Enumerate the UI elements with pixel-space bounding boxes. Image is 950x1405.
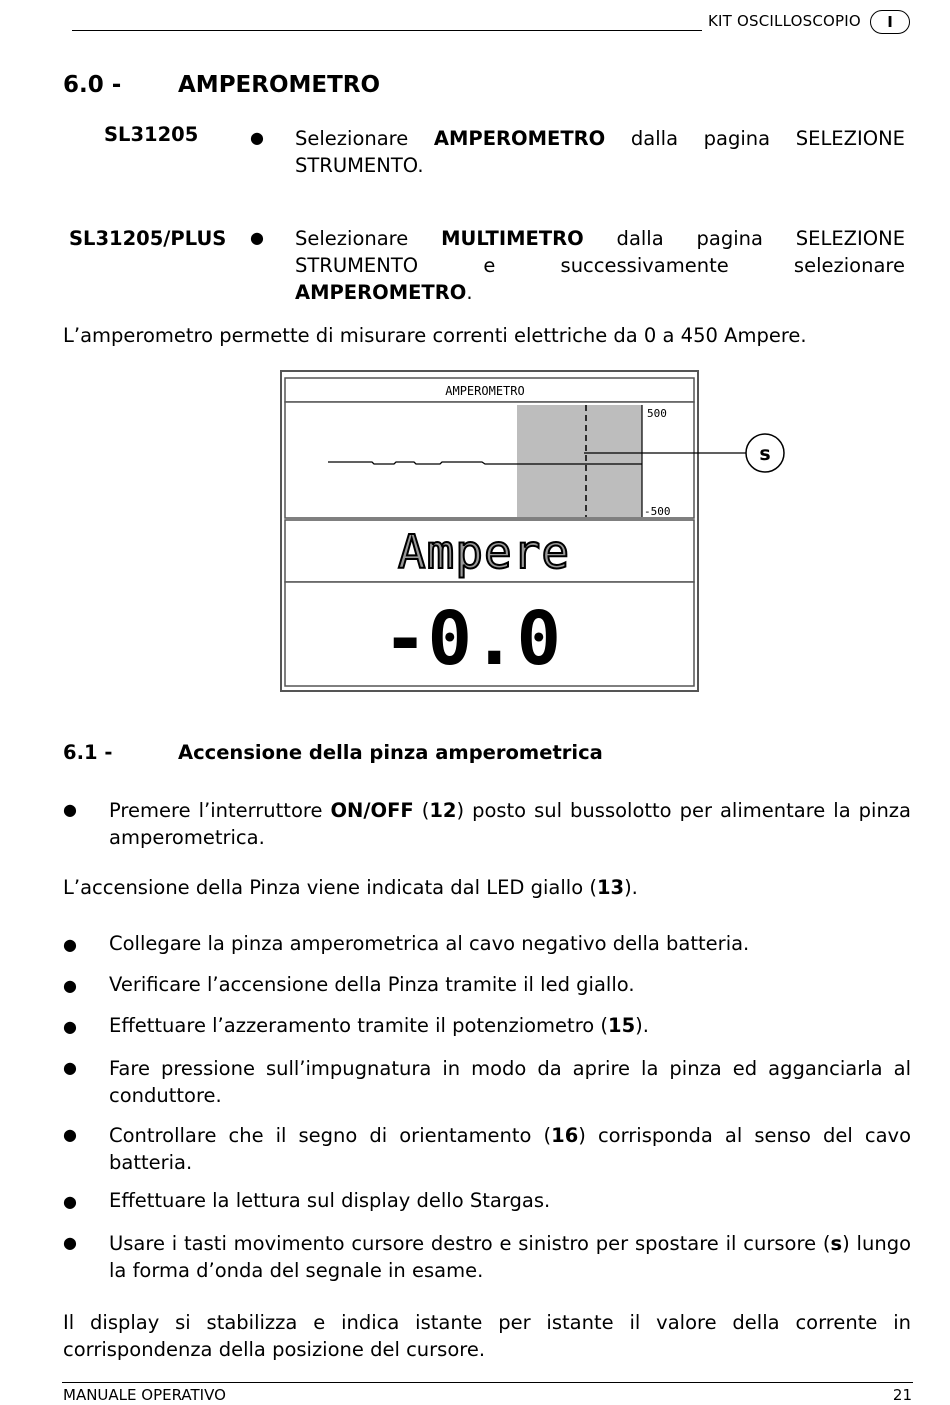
model-label-sl31205-plus: SL31205/PLUS xyxy=(69,227,227,250)
model-label-sl31205: SL31205 xyxy=(104,123,199,146)
bullet-icon: ● xyxy=(63,935,77,954)
scale-bottom-label: -500 xyxy=(644,505,671,518)
section-title: AMPEROMETRO xyxy=(178,72,381,98)
bullet-icon: ● xyxy=(63,1233,77,1252)
intro-paragraph: L’amperometro permette di misurare correnti elettriche da 0 a 450 Ampere. xyxy=(63,324,807,347)
closing-paragraph: Il display si stabilizza e indica istante per istante il valore della corrente in corrispondenza della posizione del cursore. xyxy=(63,1311,911,1361)
step-orientation: Controllare che il segno di orientamento (16) corrisponda al senso del cavo batteria. xyxy=(109,1124,912,1174)
step-connect: Collegare la pinza amperometrica al cavo negativo della batteria. xyxy=(109,932,750,955)
bullet-icon: ● xyxy=(250,228,264,247)
subsection-number: 6.1 - xyxy=(63,741,113,764)
current-reading: -0.0 xyxy=(382,596,562,682)
instruction-sl31205-plus: Selezionare MULTIMETRO dalla pagina SELEZIONE STRUMENTO e successivamente selezionare AMPEROMETRO. xyxy=(295,227,906,304)
bullet-icon: ● xyxy=(63,1192,77,1211)
instruction-sl31205: Selezionare AMPEROMETRO dalla pagina SELEZIONE STRUMENTO. xyxy=(295,127,905,177)
step-read: Effettuare la lettura sul display dello Stargas. xyxy=(109,1189,551,1212)
screen-title: AMPEROMETRO xyxy=(445,384,525,398)
bullet-icon: ● xyxy=(250,128,264,147)
amperometer-screen-svg xyxy=(282,372,697,690)
bullet-icon: ● xyxy=(63,1058,77,1077)
callout-label: s xyxy=(759,443,771,465)
amperometer-screen-figure xyxy=(280,370,699,692)
bullet-icon: ● xyxy=(63,1017,77,1036)
cursor-callout xyxy=(580,430,790,480)
page-number: 21 xyxy=(892,1386,912,1404)
header-rule xyxy=(72,30,702,31)
unit-label: Ampere xyxy=(397,525,571,579)
scale-top-label: 500 xyxy=(647,407,667,420)
footer-rule xyxy=(62,1382,913,1383)
led-note: L’accensione della Pinza viene indicata dal LED giallo (13). xyxy=(63,876,638,899)
subsection-title: Accensione della pinza amperometrica xyxy=(178,741,603,764)
step-power-on: Premere l’interruttore ON/OFF (12) posto sul bussolotto per alimentare la pinza amperometrica. xyxy=(109,799,911,849)
step-zero: Effettuare l’azzeramento tramite il potenziometro (15). xyxy=(109,1014,649,1037)
bullet-icon: ● xyxy=(63,800,77,819)
step-verify: Verificare l’accensione della Pinza tramite il led giallo. xyxy=(109,973,635,996)
bullet-icon: ● xyxy=(63,976,77,995)
bullet-icon: ● xyxy=(63,1125,77,1144)
footer-manual-title: MANUALE OPERATIVO xyxy=(63,1386,226,1404)
section-number: 6.0 - xyxy=(63,72,122,98)
language-badge: I xyxy=(870,10,910,34)
step-clamp: Fare pressione sull’impugnatura in modo da aprire la pinza ed agganciarla al conduttore. xyxy=(109,1057,911,1107)
step-cursor: Usare i tasti movimento cursore destro e sinistro per spostare il cursore (s) lungo la forma d’onda del segnale in esame. xyxy=(109,1232,912,1282)
header-title: KIT OSCILLOSCOPIO xyxy=(708,12,861,30)
